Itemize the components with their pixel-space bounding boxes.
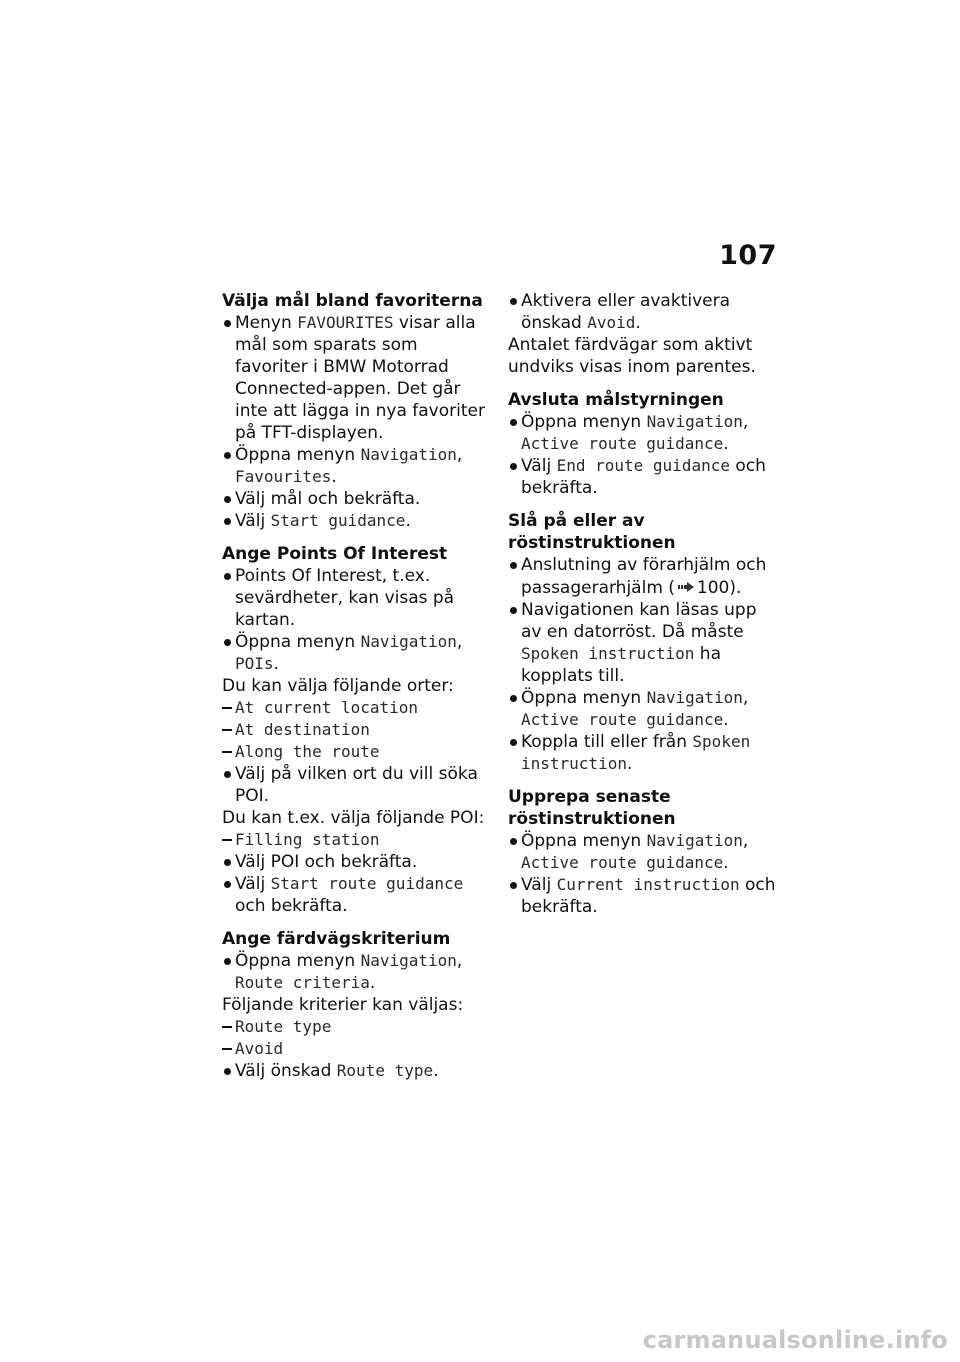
menu-term: Spoken instruction xyxy=(521,732,751,773)
text-run: Öppna menyn xyxy=(235,445,361,465)
text-run: och bekräfta. xyxy=(235,896,348,916)
watermark: carmanualsonline.info xyxy=(642,1326,948,1354)
menu-term: Route type xyxy=(336,1061,434,1080)
menu-term: Navigation xyxy=(646,831,743,850)
bullet-item xyxy=(222,631,494,675)
text-run: , xyxy=(742,831,749,851)
text-run: Points Of Interest, t.ex. sevärdheter, kan visas på kartan. xyxy=(235,566,455,630)
dash-item xyxy=(222,697,494,719)
dash-item xyxy=(222,741,494,763)
text-run: och bekräfta. xyxy=(521,456,766,498)
section-heading: Upprepa senaste röstinstruktionen xyxy=(508,787,676,829)
dash-item xyxy=(222,719,494,741)
bullet-item xyxy=(508,687,780,731)
bullet-item xyxy=(508,830,780,874)
menu-term: Favourites xyxy=(235,467,332,486)
text-run: . xyxy=(723,434,729,454)
text-run: , xyxy=(456,632,463,652)
bullet-item xyxy=(222,312,494,444)
text-run: Aktivera eller avaktivera önskad xyxy=(521,291,731,333)
dash-item xyxy=(222,1016,494,1038)
bullet-item xyxy=(222,444,494,488)
bullet-item xyxy=(222,950,494,994)
left-column xyxy=(222,290,494,1082)
menu-term: Active route guidance xyxy=(521,434,724,453)
text-run: visar alla mål som sparats som favoriter i BMW Motorrad Connected-appen. Det går inte att lägga in nya favoriter på TFT-displayen. xyxy=(235,313,485,443)
text-run: Öppna menyn xyxy=(235,951,361,971)
text-run: Välj xyxy=(521,875,557,895)
menu-term: Filling station xyxy=(235,830,380,849)
text-run: ha kopplats till. xyxy=(521,644,721,686)
text-run: . xyxy=(723,853,729,873)
section-heading: Välja mål bland favoriterna xyxy=(222,291,483,311)
text-run: Välj mål och bekräfta. xyxy=(235,489,421,509)
section-heading: Ange Points Of Interest xyxy=(222,544,448,564)
menu-term: Avoid xyxy=(587,313,636,332)
bullet-item xyxy=(222,851,494,873)
text-run: . xyxy=(723,710,729,730)
text-run: Antalet färdvägar som aktivt undviks visas inom parentes. xyxy=(508,335,756,377)
menu-term: At destination xyxy=(235,720,370,739)
text-run: Anslutning av förarhjälm och passagerarhjälm ( xyxy=(521,555,767,598)
paragraph xyxy=(222,994,494,1016)
bullet-item xyxy=(508,874,780,918)
text-run: . xyxy=(626,754,633,774)
text-run: Öppna menyn xyxy=(235,632,361,652)
paragraph xyxy=(222,675,494,697)
text-run: Välj POI och bekräfta. xyxy=(235,852,418,872)
text-run: Öppna menyn xyxy=(521,831,647,851)
menu-term: Start guidance xyxy=(270,511,406,530)
dash-item xyxy=(222,1038,494,1060)
text-run: Navigationen kan läsas upp av en datorröst. Då måste xyxy=(521,600,757,642)
menu-term: Navigation xyxy=(360,445,457,464)
text-run: Välj på vilken ort du vill söka POI. xyxy=(235,764,478,806)
section-heading: Ange färdvägskriterium xyxy=(222,929,451,949)
text-run: 100). xyxy=(696,578,742,598)
menu-term: Along the route xyxy=(235,742,380,761)
menu-term: Navigation xyxy=(360,951,457,970)
dash-item xyxy=(222,829,494,851)
text-run: Menyn xyxy=(235,313,298,333)
menu-term: End route guidance xyxy=(556,456,730,475)
text-run: . xyxy=(273,654,279,674)
text-run: . xyxy=(433,1061,439,1081)
text-run: . xyxy=(405,511,411,531)
text-run: , xyxy=(456,445,463,465)
section-heading: Avsluta målstyrningen xyxy=(508,390,724,410)
bullet-item xyxy=(222,488,494,510)
menu-term: POIs xyxy=(235,654,274,673)
bullet-item xyxy=(222,873,494,917)
menu-term: FAVOURITES xyxy=(297,313,394,332)
bullet-item xyxy=(508,554,780,599)
text-run: Öppna menyn xyxy=(521,412,647,432)
bullet-item xyxy=(508,411,780,455)
menu-term: Route type xyxy=(235,1017,332,1036)
text-run: och bekräfta. xyxy=(521,875,776,917)
menu-term: Active route guidance xyxy=(521,853,724,872)
menu-term: Navigation xyxy=(646,688,743,707)
bullet-item xyxy=(508,290,780,334)
menu-term: Spoken instruction xyxy=(521,644,695,663)
text-run: Koppla till eller från xyxy=(521,732,693,752)
bullet-item xyxy=(508,731,780,775)
menu-term: At current location xyxy=(235,698,419,717)
text-run: . xyxy=(369,973,376,993)
paragraph xyxy=(508,334,780,378)
text-run: , xyxy=(742,412,749,432)
bullet-item xyxy=(222,565,494,631)
text-run: Du kan välja följande orter: xyxy=(222,676,454,696)
bullet-item xyxy=(222,510,494,532)
menu-term: Navigation xyxy=(646,412,743,431)
text-run: Följande kriterier kan väljas: xyxy=(222,995,464,1015)
menu-term: Start route guidance xyxy=(270,874,464,893)
bullet-item xyxy=(222,1060,494,1082)
bullet-item xyxy=(508,599,780,687)
text-run: Öppna menyn xyxy=(521,688,647,708)
text-run: Välj xyxy=(521,456,557,476)
menu-term: Avoid xyxy=(235,1039,284,1058)
text-run: Välj xyxy=(235,511,271,531)
right-column xyxy=(508,290,780,918)
text-run: , xyxy=(456,951,463,971)
bullet-item xyxy=(508,455,780,499)
menu-term: Navigation xyxy=(360,632,457,651)
menu-term: Current instruction xyxy=(556,875,740,894)
text-run: . xyxy=(635,313,641,333)
paragraph xyxy=(222,807,494,829)
text-run: . xyxy=(331,467,337,487)
section-heading: Slå på eller av röstinstruktionen xyxy=(508,511,676,553)
menu-term: Route criteria xyxy=(235,973,370,992)
page-number: 107 xyxy=(719,240,777,271)
text-run: Du kan t.ex. välja följande POI: xyxy=(222,808,485,828)
text-run: , xyxy=(742,688,749,708)
text-run: Välj önskad xyxy=(235,1061,337,1081)
arrow-reference-icon xyxy=(678,576,694,586)
menu-term: Active route guidance xyxy=(521,710,724,729)
bullet-item xyxy=(222,763,494,807)
text-run: Välj xyxy=(235,874,271,894)
